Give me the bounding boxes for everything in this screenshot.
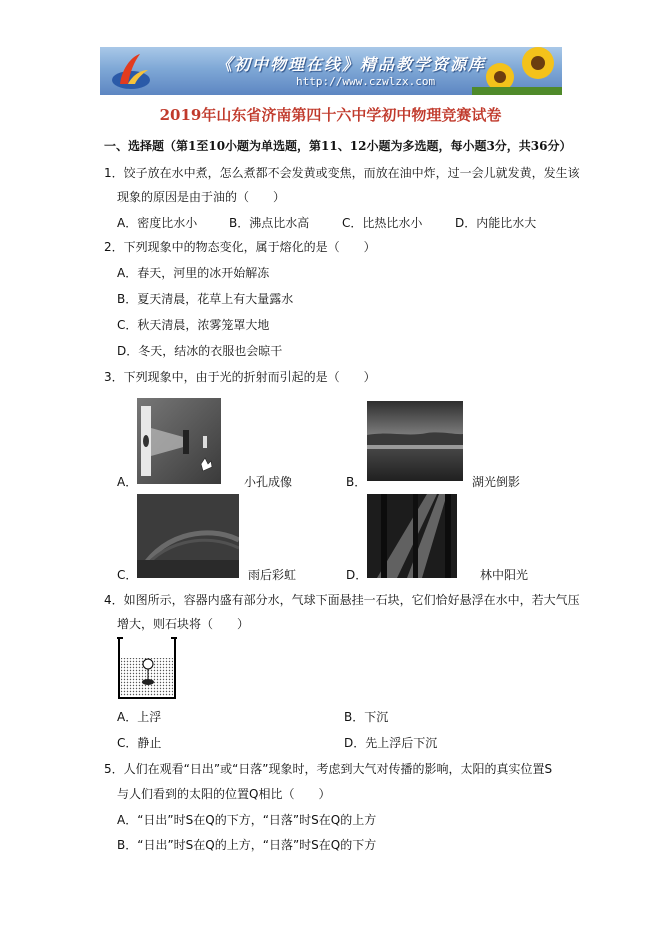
rainbow-image [137,494,239,578]
container-balloon-diagram [117,636,177,700]
q1-option-d: D．内能比水大 [455,216,537,230]
banner-slogan: 《初中物理在线》精品教学资源库 [216,55,487,74]
q2-option-b: B．夏天清晨，花草上有大量露水 [117,292,294,306]
q3-option-b-letter: B． [346,475,367,489]
q4-option-d: D．先上浮后下沉 [344,736,438,750]
q4-stem-line2: 增大，则石块将（ ） [117,617,250,631]
q3-option-d-letter: D． [346,568,368,582]
q5-stem-line1: 5．人们在观看“日出”或“日落”现象时，考虑到大气对传播的影响，太阳的真实位置S [104,762,553,776]
forest-sunlight-image [367,494,457,578]
q1-option-a: A．密度比水小 [117,216,198,230]
q2-option-d: D．冬天，结冰的衣服也会晾干 [117,344,283,358]
lake-reflection-image [367,401,463,481]
exam-title: 2019年山东省济南第四十六中学初中物理竞赛试卷 [159,106,502,124]
logo-icon [110,50,152,92]
q1-stem-line1: 1．饺子放在水中煮，怎么煮都不会发黄或变焦，而放在油中炸，过一会儿就发黄，发生该 [104,166,580,180]
q2-option-a: A．春天，河里的冰开始解冻 [117,266,270,280]
q2-option-c: C．秋天清晨，浓雾笼罩大地 [117,318,270,332]
q3-option-c-letter: C． [117,568,138,582]
q1-option-b: B．沸点比水高 [229,216,310,230]
pinhole-image [137,398,221,484]
q3-option-d-caption: 林中阳光 [480,568,529,582]
header-banner [100,47,562,95]
sunflower-icon [472,47,562,95]
q5-stem-line2: 与人们看到的太阳的位置Q相比（ ） [117,787,331,801]
q4-option-a: A．上浮 [117,710,162,724]
q3-option-c-caption: 雨后彩虹 [248,568,297,582]
q3-option-a-caption: 小孔成像 [244,475,293,489]
q3-option-b-caption: 湖光倒影 [472,475,521,489]
q4-stem-line1: 4．如图所示，容器内盛有部分水，气球下面悬挂一石块，它们恰好悬浮在水中，若大气压 [104,593,580,607]
banner-url: http://www.czwlzx.com [296,75,436,88]
q5-option-a: A．“日出”时S在Q的下方，“日落”时S在Q的上方 [117,813,377,827]
q3-option-a-letter: A． [117,475,138,489]
q5-option-b: B．“日出”时S在Q的上方，“日落”时S在Q的下方 [117,838,377,852]
section-heading: 一、选择题（第1至10小题为单选题，第11、12小题为多选题，每小题3分，共36分） [104,139,572,153]
q3-stem: 3．下列现象中，由于光的折射而引起的是（ ） [104,370,376,384]
q1-option-c: C．比热比水小 [342,216,423,230]
q4-option-b: B．下沉 [344,710,389,724]
q4-option-c: C．静止 [117,736,162,750]
q1-stem-line2: 现象的原因是由于油的（ ） [117,190,286,204]
q2-stem: 2．下列现象中的物态变化，属于熔化的是（ ） [104,240,376,254]
